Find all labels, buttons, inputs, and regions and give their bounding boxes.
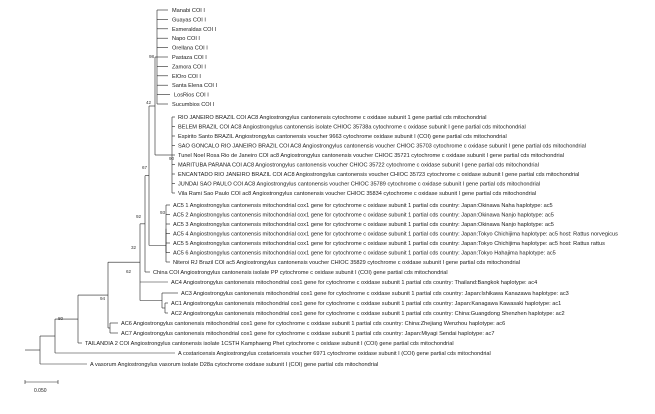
taxon-label: Napo COI I (172, 36, 200, 43)
taxon-label: ElOro COI I (172, 73, 201, 80)
taxon-label: ENCANTADO RIO JANEIRO BRAZIL COI AC8 Angiostrongylus cantonensis voucher CHIOC 35723 cytochrome c oxidase subunit I gene partial cds mitochondrial (178, 172, 580, 178)
taxon-label: LosRios COI I (174, 92, 209, 99)
taxon-label: Santa Elena COI I (172, 83, 218, 90)
taxon-label: Niteroi RJ Brazil COI ac5 Angiostrongylus cantonensis voucher CHIOC 35829 cytochrome c oxidase subunit I gene partial cds mitochondrial (173, 260, 520, 266)
bootstrap-value: 93 (160, 210, 166, 215)
bootstrap-value: 98 (149, 54, 155, 59)
taxon-label: RIO JANEIRO BRAZIL COI AC8 Angiostrongylus cantonensis cytochrome c oxidase subunit 1 gene partial cds mitochondrial (178, 115, 487, 121)
bootstrap-value: 42 (146, 100, 152, 105)
bootstrap-value: 67 (142, 165, 148, 170)
taxon-label: AC4 Angiostrongylus cantonensis mitochondrial cox1 gene for cytochrome c oxidase subunit 1 partial cds country: Thailand:Bangkok haplotype: ac4 (171, 280, 538, 286)
bootstrap-value: 62 (126, 269, 132, 274)
taxon-label: Orellana COI I (172, 45, 208, 52)
taxon-label: A vasorum Angiostrongylus vasorum isolate D28a cytochrome oxidase subunit I (COI) gene partial cds mitochondrial (90, 362, 379, 368)
scale-bar (25, 380, 58, 394)
taxon-label: China COI Angiostrongylus cantonensis isolate PP cytochrome c oxidase subunit I (COI) gene partial cds mitochondrial (153, 270, 448, 276)
taxon-label: AC3 Angiostrongylus cantonensis mitochondrial cox1 gene for cytochrome c oxidase subunit 1 partial cds country: Japan:Ishikawa Kanazawa haplotype: ac3 (181, 291, 569, 297)
taxon-label: AC5 4 Angiostrongylus cantonensis mitochondrial cox1 gene for cytochrome c oxidase subunit 1 partial cds country: Japan:Tokyo Chichijima haplotype: ac5 host: Rattus norvegicus (173, 231, 618, 238)
bootstrap-value: 94 (100, 296, 106, 301)
taxon-label: Pastaza COI I (172, 55, 207, 61)
taxon-label: AC5 5 Angiostrongylus cantonensis mitochondrial cox1 gene for cytochrome c oxidase subunit 1 partial cds country: Japan:Tokyo Chichijima haplotype: ac5 host: Rattus rattus (173, 241, 605, 247)
taxon-label: SAO GONCALO RIO JANEIRO BRAZIL COI AC8 Angiostrongylus cantonensis voucher CHIOC 35703 cytochrome c oxidase subunit I gene partial cds mitochondrial (178, 143, 587, 150)
taxon-label: AC5 3 Angiostrongylus cantonensis mitochondrial cox1 gene for cytochrome c oxidase subunit 1 partial cds country: Japan:Okinawa Nanjo haplotype: ac5 (173, 222, 554, 228)
taxon-label: BELEM BRAZIL COI AC8 Angiostrongylus cantonensis isolate CHIOC 35738a cytochrome c oxidase subunit I gene partial cds mitochondrial (178, 124, 526, 131)
taxon-label: Tunel Noel Rosa Rio de Janeiro COI ac8 Angiostrongylus cantonensis voucher CHIOC 35721 cytochrome c oxidase subunit I gene partial cds mitochondrial (178, 153, 564, 159)
taxon-label: Manabi COI I (172, 8, 205, 14)
taxon-label: Guayas COI I (172, 17, 206, 24)
taxon-label: AC6 Angiostrongylus cantonensis mitochondrial cox1 gene for cytochrome c oxidase subunit 1 partial cds country: China:Zhejiang Wenzhou haplotype: ac6 (121, 321, 506, 327)
taxon-label: AC5 6 Angiostrongylus cantonensis mitochondrial cox1 gene for cytochrome c oxidase subunit 1 partial cds country: Japan:Tokyo Hahajima haplotype: ac5 (173, 250, 556, 257)
taxon-label: Sucumbios COI I (172, 102, 215, 108)
taxon-label: TAILANDIA 2 COI Angiostrongylus cantonensis isolate 1CSTH Kamphaeng Phet cytochrome c oxidase subunit I (COI) gene partial cds mitochondrial (85, 341, 454, 347)
taxon-label: Zamora COI I (172, 64, 206, 71)
taxon-label: Vila Rami Sao Paulo COI ac8 Angiostrongylus cantonensis voucher CHIOC 35834 cytochrome c oxidase subunit I gene partial cds mitochondrial (178, 191, 537, 197)
taxon-label: Esmeraldas COI I (172, 26, 217, 33)
scale-bar-label: 0.050 (34, 388, 47, 394)
tree-branches (25, 10, 178, 364)
bootstrap-value: 92 (136, 214, 142, 219)
taxon-label: Espirito Santo BRAZIL Angiostrongylus cantonensis voucher 9663 cytochrome oxidase subunit I (COI) gene partial cds mitochondrial (178, 134, 507, 140)
taxon-label: AC7 Angiostrongylus cantonensis mitochondrial cox1 gene for cytochrome c oxidase subunit 1 partial cds country: Japan:Miyagi Sendai haplotype: ac7 (121, 331, 495, 337)
taxon-label: JUNDAI SAO PAULO COI AC8 Angiostrongylus cantonensis voucher CHIOC 35789 cytochrome c oxidase subunit I gene partial cds mitochondrial (178, 181, 541, 188)
taxon-label: MARITUBA PARANA COI AC8 Angiostrongylus cantonensis voucher CHIOC 35722 cytochrome c oxidase subunit I gene partial cds mitochondrial (178, 162, 539, 169)
taxon-label: AC2 Angiostrongylus cantonensis mitochondrial cox1 gene for cytochrome c oxidase subunit 1 partial cds country: China:Guangdong Shenzhen haplotype: ac2 (171, 311, 565, 317)
bootstrap-value: 80 (58, 316, 64, 321)
taxon-label: AC5 1 Angiostrongylus cantonensis mitochondrial cox1 gene for cytochrome c oxidase subunit 1 partial cds country: Japan:Okinawa Naha haplotype: ac5 (173, 203, 553, 209)
bootstrap-value: 32 (131, 245, 137, 250)
taxon-label: A costaricensis Angiostrongylus costaricensis voucher 6971 cytochrome oxidase subunit I (COI) gene partial cds mitochondrial (178, 351, 491, 357)
taxon-labels (85, 8, 618, 368)
bootstrap-value: 90 (169, 156, 175, 161)
taxon-label: AC5 2 Angiostrongylus cantonensis mitochondrial cox1 gene for cytochrome c oxidase subunit 1 partial cds country: Japan:Okinawa Nanjo haplotype: ac5 (173, 212, 554, 219)
taxon-label: AC1 Angiostrongylus cantonensis mitochondrial cox1 gene for cytochrome c oxidase subunit 1 partial cds country: Japan:Kanagawa Kawasaki haplotype: ac1 (171, 301, 562, 307)
